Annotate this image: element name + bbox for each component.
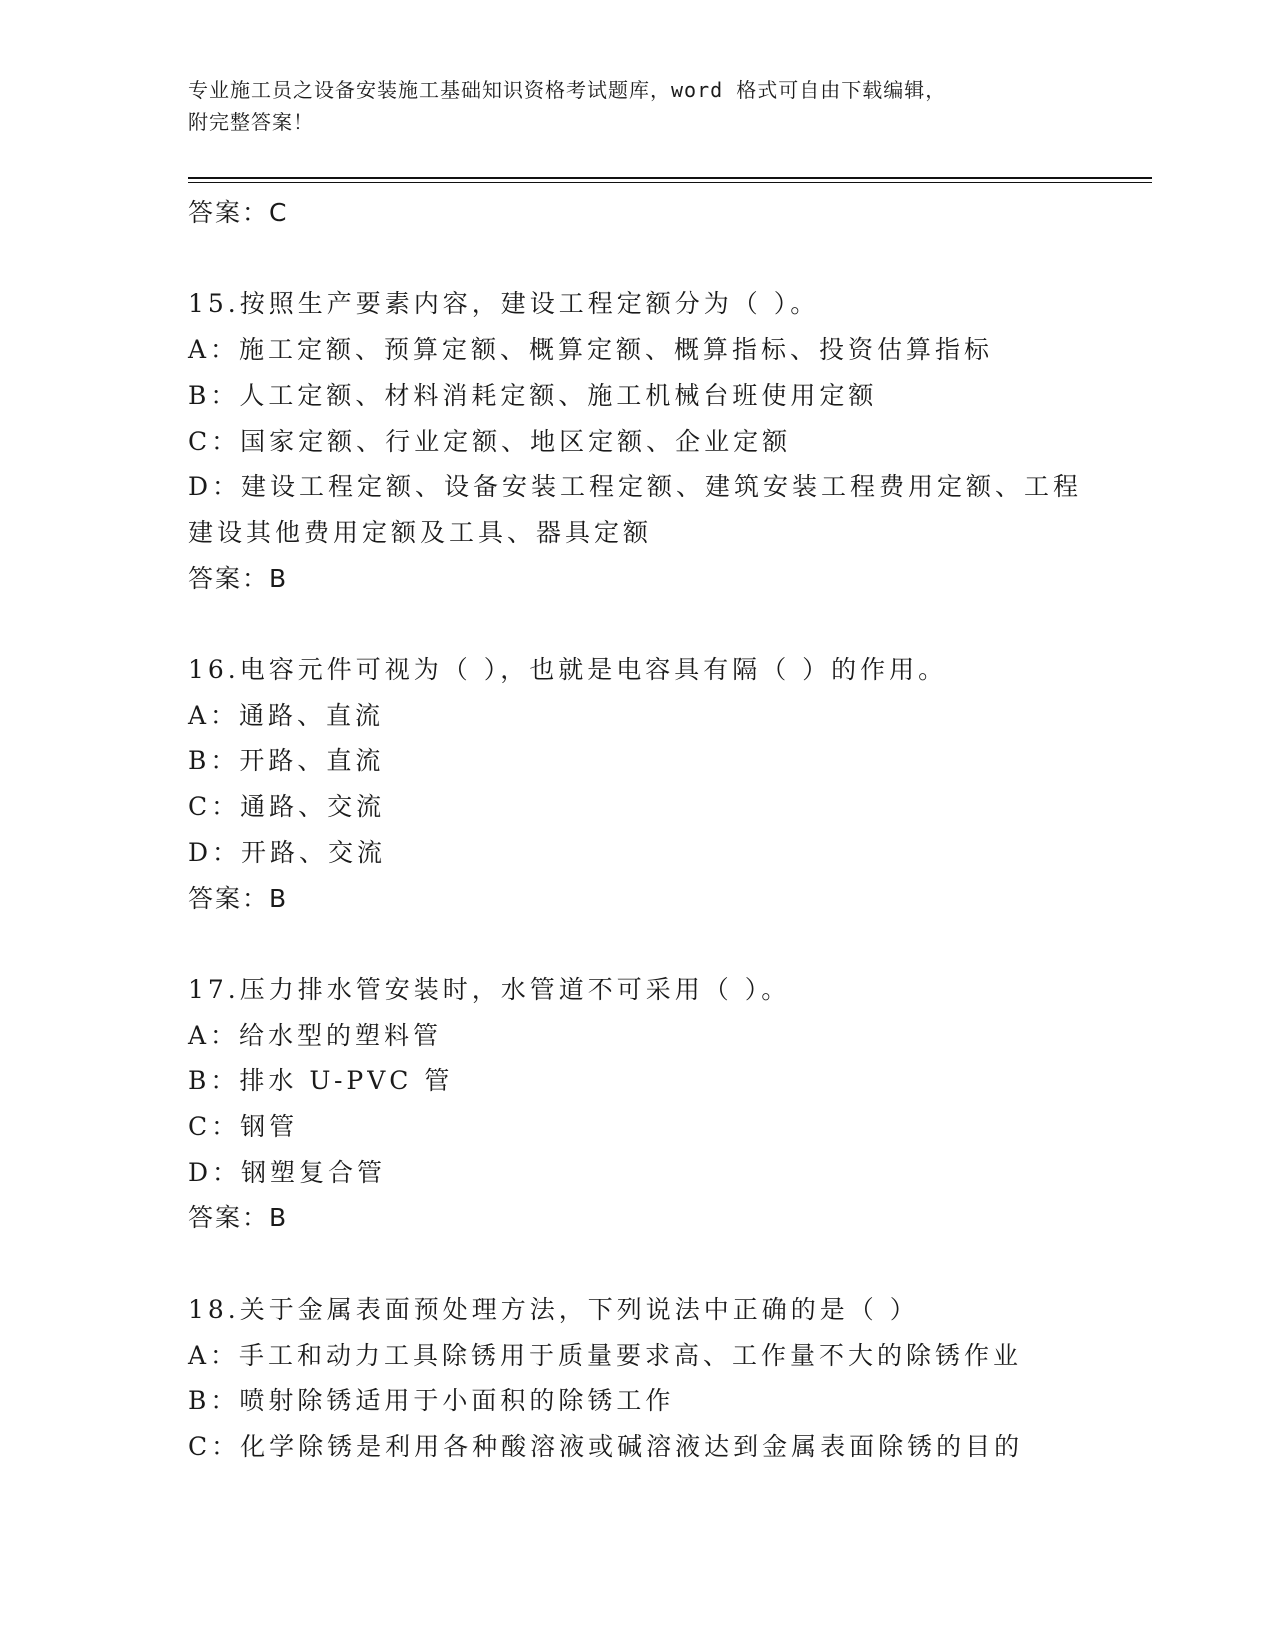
question-16 [188, 647, 1188, 921]
option-c: C：钢管 [188, 1112, 299, 1142]
document-header [188, 74, 1068, 138]
question-list [188, 190, 1188, 1470]
option-d: D：开路、交流 [188, 837, 387, 867]
option-b: B：喷射除锈适用于小面积的除锈工作 [188, 1386, 675, 1416]
spacer [188, 921, 1188, 967]
question-stem: 18.关于金属表面预处理方法，下列说法中正确的是（ ） [188, 1294, 919, 1324]
answer: 答案：B [188, 883, 289, 913]
header-divider-thick [188, 177, 1152, 179]
question-stem: 15.按照生产要素内容，建设工程定额分为（ ）。 [188, 289, 820, 319]
option-d: D：钢塑复合管 [188, 1157, 387, 1187]
question-18 [188, 1287, 1188, 1470]
option-b: B：排水 U-PVC 管 [188, 1066, 454, 1096]
answer: 答案：B [188, 1203, 289, 1233]
option-c: C：通路、交流 [188, 792, 386, 822]
option-c: C：国家定额、行业定额、地区定额、企业定额 [188, 426, 792, 456]
spacer [188, 1241, 1188, 1287]
option-b: B：开路、直流 [188, 746, 385, 776]
option-d: D：建设工程定额、设备安装工程定额、建筑安装工程费用定额、工程 [188, 472, 1083, 502]
header-line-2: 附完整答案！ [188, 110, 314, 134]
option-a: A：施工定额、预算定额、概算定额、概算指标、投资估算指标 [188, 335, 994, 365]
option-b: B：人工定额、材料消耗定额、施工机械台班使用定额 [188, 380, 878, 410]
option-a: A：通路、直流 [188, 700, 385, 730]
spacer [188, 236, 1188, 282]
option-c: C：化学除锈是利用各种酸溶液或碱溶液达到金属表面除锈的目的 [188, 1431, 1024, 1461]
option-a: A：给水型的塑料管 [188, 1020, 443, 1050]
answer: 答案：B [188, 563, 289, 593]
option-d-continued: 建设其他费用定额及工具、器具定额 [188, 517, 653, 547]
spacer [188, 601, 1188, 647]
question-stem: 17.压力排水管安装时，水管道不可采用（ ）。 [188, 974, 791, 1004]
question-stem: 16.电容元件可视为（ ），也就是电容具有隔（ ）的作用。 [188, 655, 948, 684]
question-15 [188, 281, 1188, 601]
header-divider-thin [188, 182, 1152, 183]
header-line-1: 专业施工员之设备安装施工基础知识资格考试题库，word 格式可自由下载编辑， [188, 78, 947, 102]
option-a: A：手工和动力工具除锈用于质量要求高、工作量不大的除锈作业 [188, 1340, 1023, 1370]
question-17 [188, 967, 1188, 1241]
previous-answer: 答案：C [188, 198, 289, 227]
